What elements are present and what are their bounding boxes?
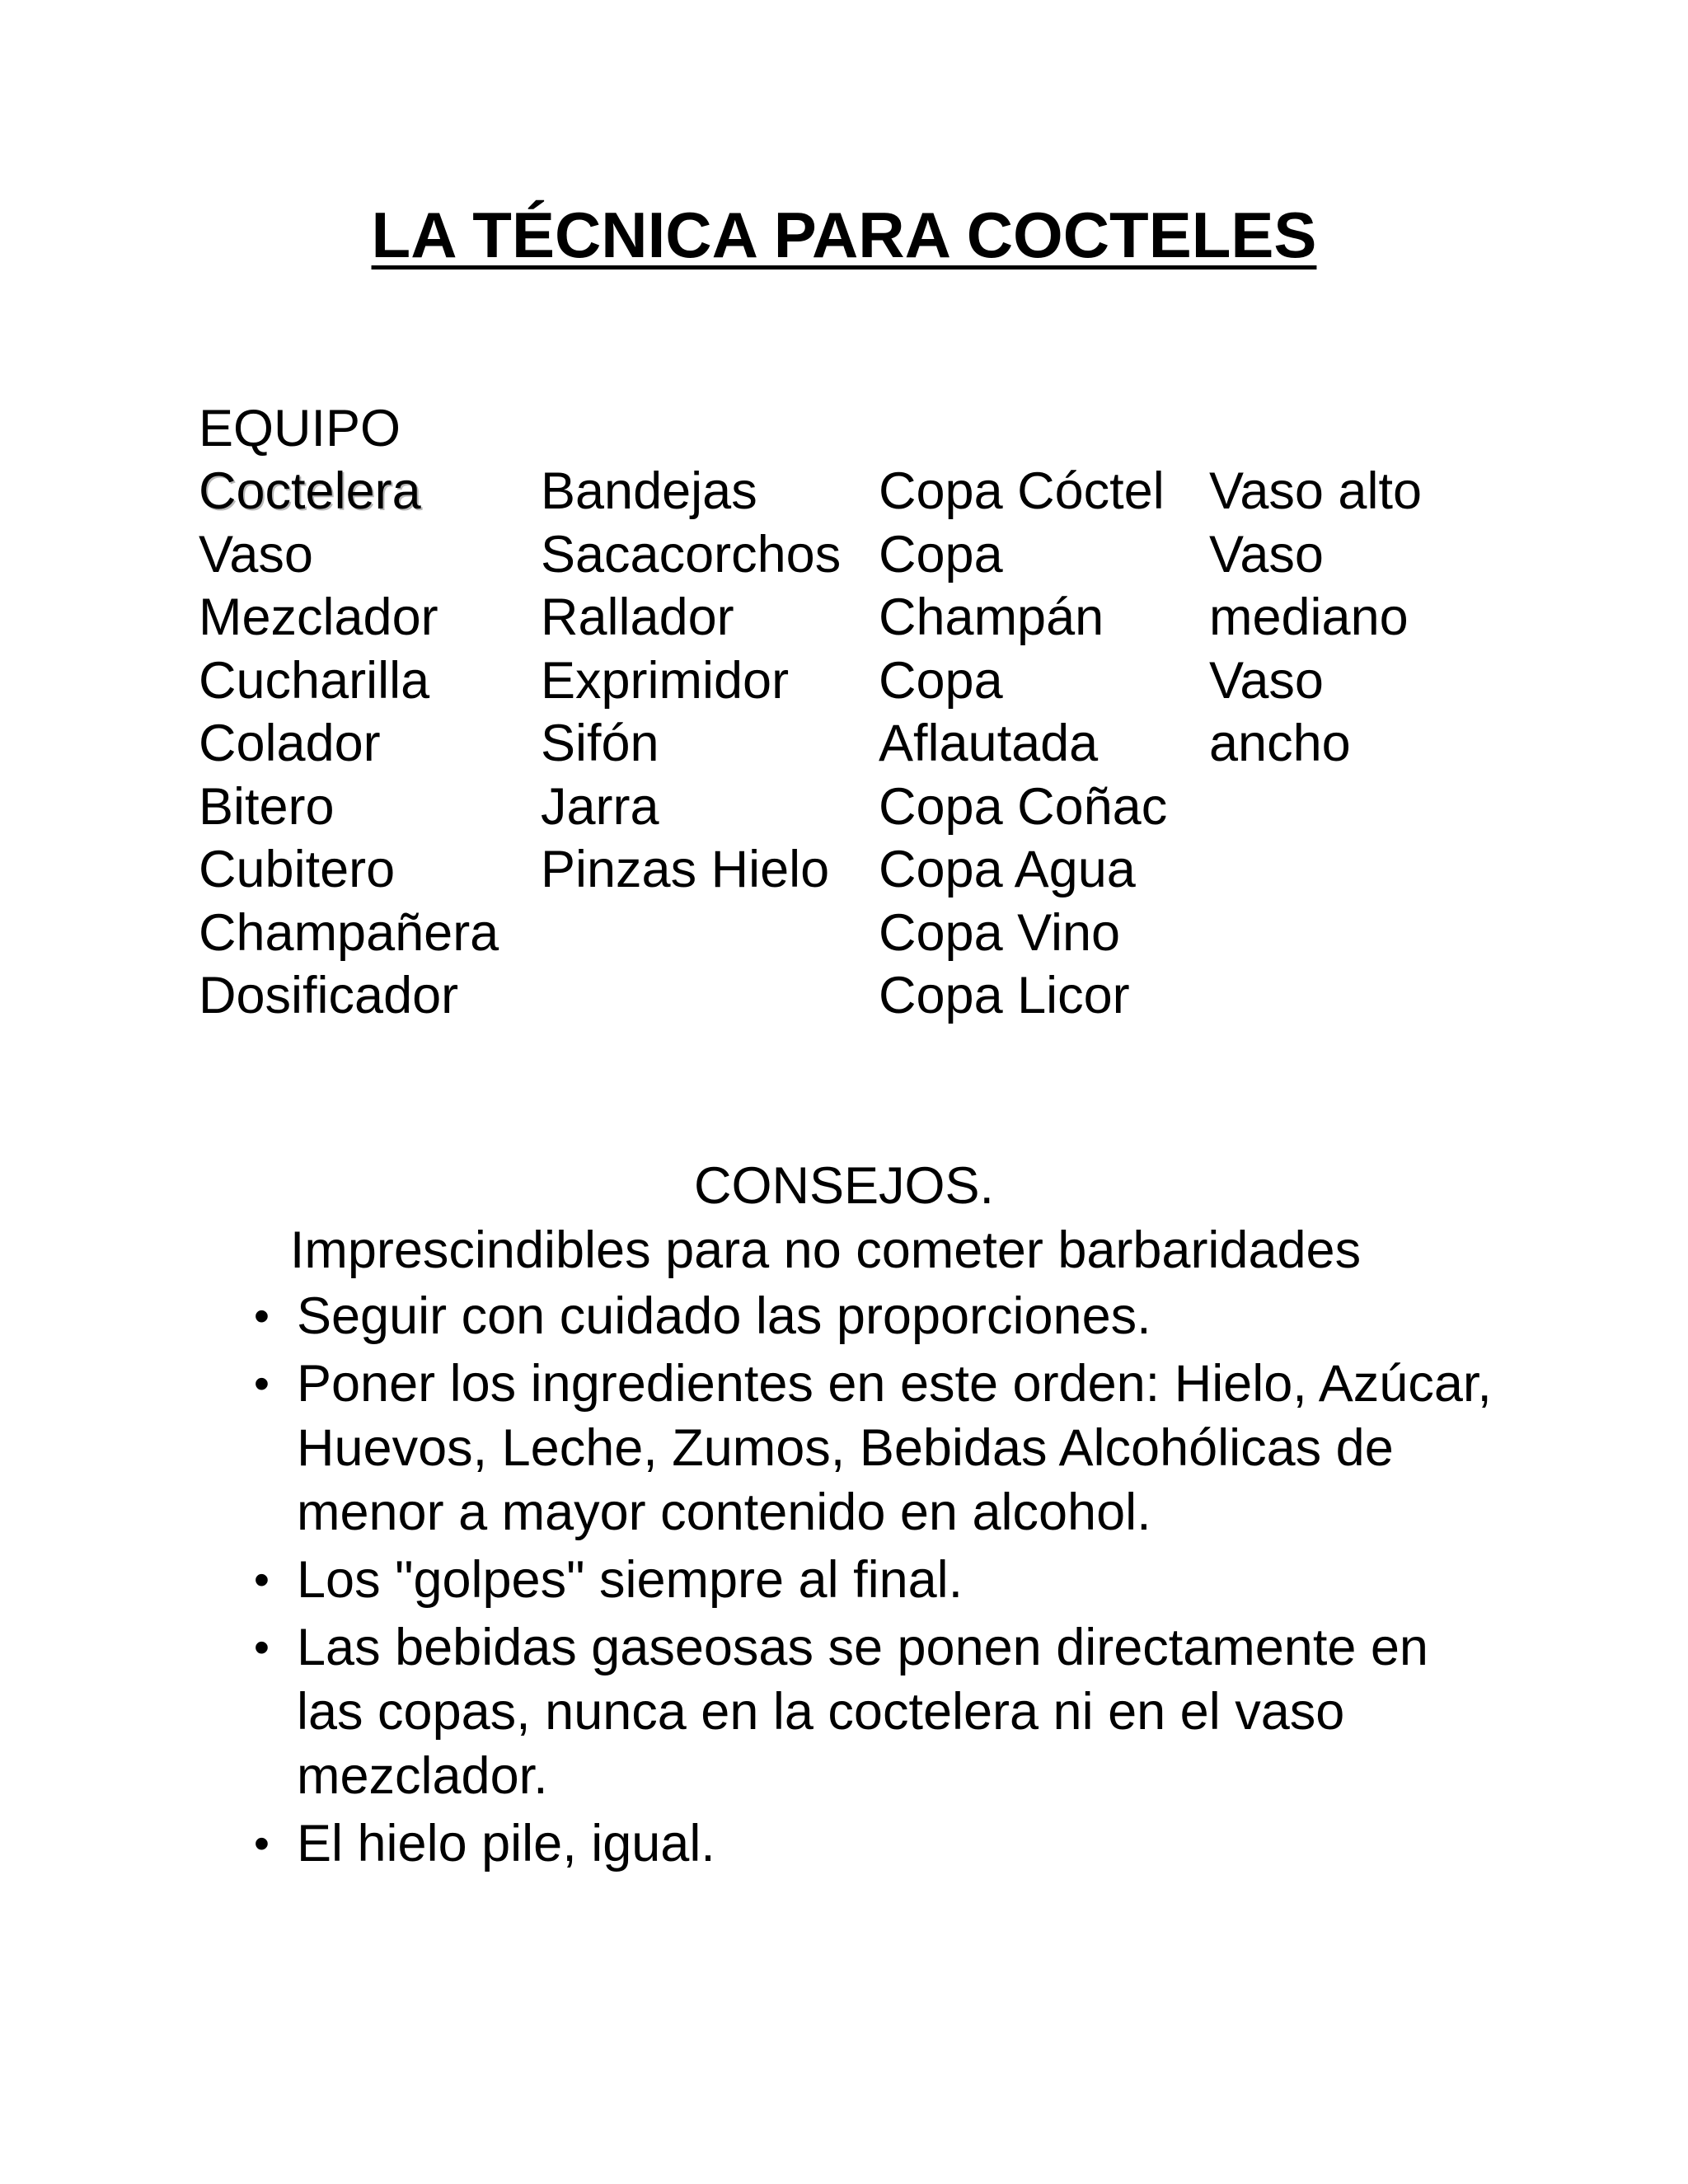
consejos-heading: CONSEJOS. [693,1157,995,1215]
equipo-item: Champán [879,588,1104,646]
bullet-icon: • [254,1819,270,1868]
list-item [247,1352,1500,1544]
equipo-item: Champañera [199,903,499,962]
equipo-item: Colador [199,715,381,772]
equipo-column-1 [199,460,499,1028]
equipo-item: mediano [1209,588,1409,646]
list-item [247,1284,1500,1348]
equipo-item: Copa Licor [879,967,1130,1024]
equipo-item: Dosificador [199,967,459,1024]
list-item-text: El hielo pile, igual. [297,1815,715,1872]
list-item [247,1615,1500,1808]
equipo-heading: EQUIPO [199,400,401,457]
equipo-item: Copa [879,525,1003,583]
document-title [0,194,1688,276]
equipo-item: Copa Cóctel [879,462,1165,520]
equipo-item: Coctelera [199,462,421,520]
equipo-item: Jarra [541,777,659,836]
document-title-text: LA TÉCNICA PARA COCTELES [371,199,1317,271]
list-item-text: Poner los ingredientes en este orden: Hielo, Azúcar, Huevos, Leche, Zumos, Bebidas Alcohólicas de menor a mayor contenido en alcohol. [297,1355,1492,1541]
list-item-text: Seguir con cuidado las proporciones. [297,1287,1151,1345]
equipo-item: Vaso [199,525,313,583]
equipo-column-3 [879,460,1167,1028]
equipo-item: Cucharilla [199,651,430,710]
equipo-column-4 [1209,460,1422,776]
equipo-item: Pinzas Hielo [541,841,830,898]
equipo-item: Bitero [199,777,335,836]
equipo-item: Sifón [541,715,659,772]
list-item [247,1548,1500,1612]
list-item [247,1811,1500,1876]
equipo-item: Vaso alto [1209,462,1422,520]
equipo-item: Vaso [1209,525,1324,583]
equipo-item: Copa [879,651,1003,710]
bullet-icon: • [254,1291,270,1341]
list-item-text: Los "golpes" siempre al final. [297,1551,964,1609]
equipo-item: Vaso [1209,651,1324,710]
equipo-item: Bandejas [541,462,757,520]
equipo-item: Rallador [541,588,734,646]
list-item-text: Las bebidas gaseosas se ponen directamente en las copas, nunca en la coctelera ni en el vaso mezclador. [297,1619,1428,1805]
bullet-icon: • [254,1623,270,1672]
equipo-item: Copa Coñac [879,777,1168,836]
equipo-item: Copa Agua [879,841,1136,898]
bullet-icon: • [254,1359,270,1408]
equipo-item: Mezclador [199,588,438,646]
consejos-subheading: Imprescindibles para no cometer barbaridades [289,1221,1362,1279]
equipo-item: Exprimidor [541,651,790,710]
equipo-item: Copa Vino [879,903,1121,962]
equipo-column-2 [541,460,841,902]
consejos-list [247,1284,1500,1879]
equipo-item: Sacacorchos [541,525,842,583]
equipo-item: Aflautada [879,715,1099,772]
equipo-item: ancho [1209,715,1351,772]
equipo-item: Cubitero [199,841,396,898]
bullet-icon: • [254,1555,270,1605]
